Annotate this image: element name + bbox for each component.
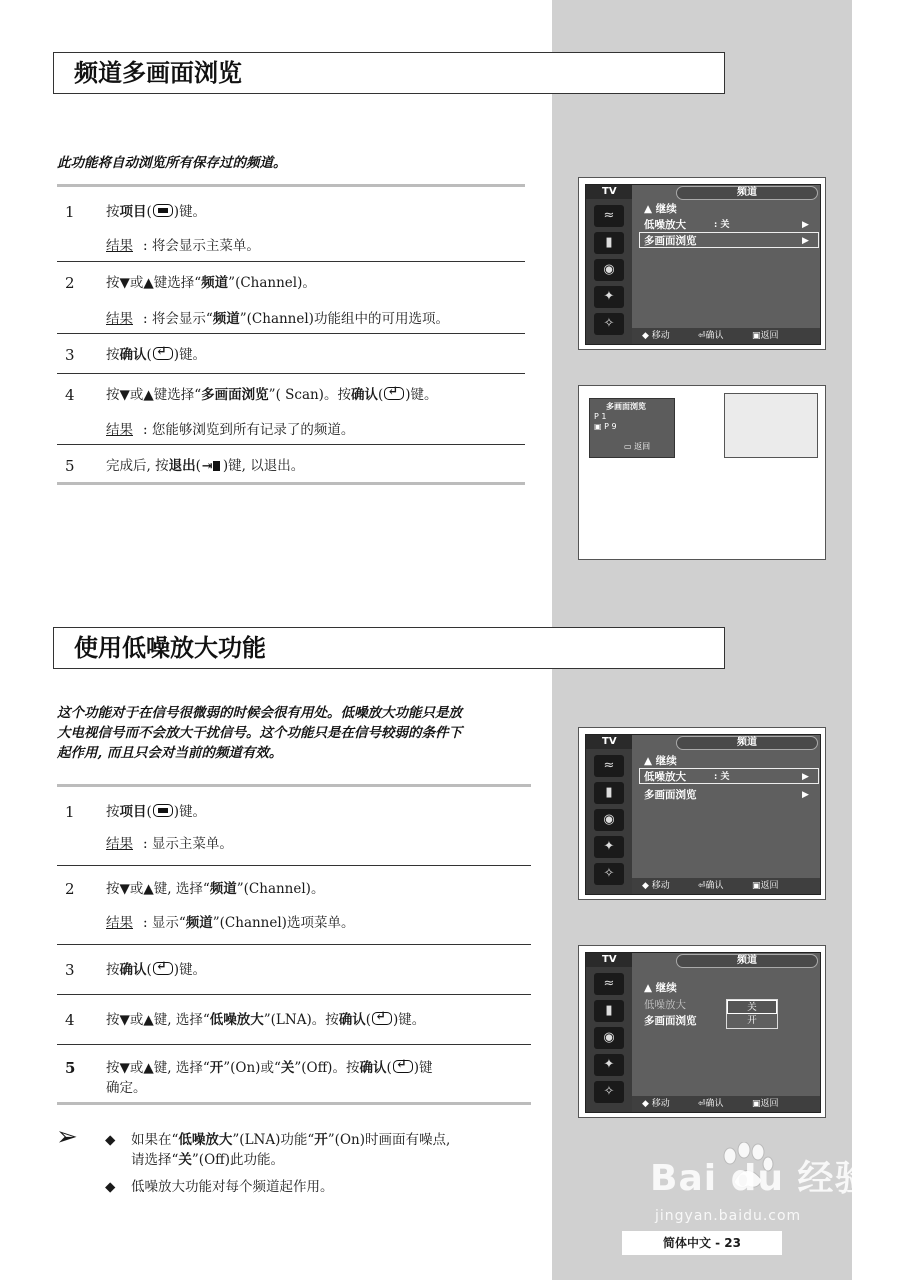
step-number: 4 <box>65 386 75 404</box>
menu-item-lna[interactable]: 低噪放大 : 关 ▶ <box>644 219 809 231</box>
antenna-icon: ≈ <box>594 755 624 777</box>
divider <box>57 261 525 262</box>
step-number: 3 <box>65 961 75 979</box>
menu-title: 频道 <box>676 954 818 968</box>
footer-enter: ⏎ 确认 <box>698 881 724 891</box>
antenna-icon: ≈ <box>594 205 624 227</box>
enter-key-icon <box>372 1012 392 1025</box>
osd-screenshot-1 <box>578 177 826 350</box>
step-text: 完成后, 按退出(⇥ )键, 以退出。 <box>106 456 304 476</box>
bullet-icon: ◆ <box>105 1132 116 1148</box>
scan-screenshot <box>578 385 826 560</box>
picture-icon: ▮ <box>594 782 624 804</box>
step-1-result: 结果 : 显示主菜单。 <box>106 836 233 852</box>
tv-label: TV <box>586 953 632 967</box>
step-number: 5 <box>65 1059 76 1077</box>
pip-window <box>724 393 818 458</box>
step-number: 1 <box>65 203 75 221</box>
tv-label: TV <box>586 185 632 199</box>
mini-osd-return: ▭ 返回 <box>624 442 651 451</box>
step-text: 按▼或▲键选择“多画面浏览”( Scan)。按确认(↵ )键。 <box>106 385 438 405</box>
step-number: 3 <box>65 346 75 364</box>
menu-title: 频道 <box>676 186 818 200</box>
divider <box>57 184 525 187</box>
osd-screenshot-3 <box>578 945 826 1118</box>
divider <box>57 444 525 445</box>
step-text: 按项目( )键。 <box>106 804 207 820</box>
menu-item-scan[interactable]: 多画面浏览 <box>644 1015 697 1027</box>
section2-intro-line: 起作用, 而且只会对当前的频道有效。 <box>57 745 283 761</box>
lna-options-popup <box>726 999 778 1029</box>
page-number: 简体中文 - 23 <box>622 1231 782 1255</box>
enter-key-icon <box>153 347 173 360</box>
footer-enter: ⏎ 确认 <box>698 331 724 341</box>
enter-key-icon <box>393 1060 413 1073</box>
menu-item-scan[interactable]: 多画面浏览 ▶ <box>644 789 809 801</box>
divider <box>57 1044 531 1045</box>
menu-title: 频道 <box>676 736 818 750</box>
step-text: 按确认(↵ )键。 <box>106 960 206 980</box>
exit-key-icon <box>202 460 222 471</box>
menu-icon-column <box>586 199 632 345</box>
sound-icon: ◉ <box>594 259 624 281</box>
menu-item-lna[interactable]: 低噪放大 : 关 ▶ <box>644 771 809 783</box>
step-number: 1 <box>65 803 75 821</box>
mini-osd <box>589 398 675 458</box>
setup-icon: ✦ <box>594 286 624 308</box>
tv-menu <box>585 734 821 895</box>
sound-icon: ◉ <box>594 809 624 831</box>
mini-osd-channel: ▣ P 9 <box>594 422 617 431</box>
function-icon: ✧ <box>594 313 624 335</box>
footer-move: ◆ 移动 <box>642 881 670 891</box>
divider <box>57 865 531 866</box>
section1-intro: 此功能将自动浏览所有保存过的频道。 <box>57 155 287 171</box>
note-arrow-icon: ➢ <box>56 1122 78 1152</box>
mini-osd-channel: P 1 <box>594 412 607 421</box>
menu-item-continue[interactable]: ▲ 继续 <box>644 203 677 215</box>
menu-footer <box>632 1096 821 1112</box>
tv-menu <box>585 184 821 345</box>
menu-icon-column <box>586 967 632 1113</box>
step-number: 4 <box>65 1011 75 1029</box>
step-number: 2 <box>65 274 75 292</box>
note-text: 低噪放大功能对每个频道起作用。 <box>131 1179 334 1195</box>
footer-move: ◆ 移动 <box>642 1099 670 1109</box>
step-text: 按项目( )键。 <box>106 204 207 220</box>
footer-move: ◆ 移动 <box>642 331 670 341</box>
divider <box>57 333 525 334</box>
step-text: 按▼或▲键, 选择“频道”(Channel)。 <box>106 881 325 897</box>
sound-icon: ◉ <box>594 1027 624 1049</box>
menu-item-lna[interactable]: 低噪放大 <box>644 999 686 1011</box>
step-number: 2 <box>65 880 75 898</box>
menu-icon-column <box>586 749 632 895</box>
step-text: 按▼或▲键, 选择“开”(On)或“关”(Off)。按确认(↵ )键 <box>106 1058 433 1078</box>
divider <box>57 784 531 787</box>
step-2-result: 结果 : 显示“频道”(Channel)选项菜单。 <box>106 915 355 931</box>
footer-return: ▣ 返回 <box>752 881 779 891</box>
section2-intro-line: 大电视信号而不会放大干扰信号。这个功能只是在信号较弱的条件下 <box>57 725 462 741</box>
divider <box>57 482 525 485</box>
menu-item-scan[interactable]: 多画面浏览 ▶ <box>644 235 809 247</box>
osd-screenshot-2 <box>578 727 826 900</box>
setup-icon: ✦ <box>594 836 624 858</box>
watermark-url: jingyan.baidu.com <box>655 1208 802 1224</box>
footer-return: ▣ 返回 <box>752 331 779 341</box>
step-5-line2: 确定。 <box>106 1080 147 1096</box>
watermark-brand: Bai du 经验 <box>650 1158 872 1199</box>
menu-key-icon <box>153 804 173 817</box>
picture-icon: ▮ <box>594 1000 624 1022</box>
menu-item-continue[interactable]: ▲ 继续 <box>644 755 677 767</box>
divider <box>57 944 531 945</box>
step-text: 按▼或▲键, 选择“低噪放大”(LNA)。按确认(↵ )键。 <box>106 1010 425 1030</box>
step-1-result: 结果 : 将会显示主菜单。 <box>106 238 260 254</box>
picture-icon: ▮ <box>594 232 624 254</box>
step-number: 5 <box>65 457 75 475</box>
menu-item-continue[interactable]: ▲ 继续 <box>644 982 677 994</box>
option-on[interactable]: 开 <box>747 1015 757 1026</box>
section2-intro-line: 这个功能对于在信号很微弱的时候会很有用处。低噪放大功能只是放 <box>57 705 462 721</box>
menu-footer <box>632 878 821 894</box>
enter-key-icon <box>384 387 404 400</box>
mini-osd-title: 多画面浏览 <box>606 401 646 411</box>
tv-menu <box>585 952 821 1113</box>
menu-key-icon <box>153 204 173 217</box>
footer-return: ▣ 返回 <box>752 1099 779 1109</box>
step-2-result: 结果 : 将会显示“频道”(Channel)功能组中的可用选项。 <box>106 311 449 327</box>
enter-key-icon <box>153 962 173 975</box>
step-text: 按▼或▲键选择“频道”(Channel)。 <box>106 275 316 291</box>
menu-footer <box>632 328 821 344</box>
footer-enter: ⏎ 确认 <box>698 1099 724 1109</box>
divider <box>57 1102 531 1105</box>
section1-title: 频道多画面浏览 <box>53 52 725 94</box>
function-icon: ✧ <box>594 863 624 885</box>
bullet-icon: ◆ <box>105 1179 116 1195</box>
note-text: 如果在“低噪放大”(LNA)功能“开”(On)时画面有噪点, <box>131 1132 451 1148</box>
note-text: 请选择“关”(Off)此功能。 <box>131 1152 285 1168</box>
divider <box>57 373 525 374</box>
step-text: 按确认(↵ )键。 <box>106 345 206 365</box>
option-off[interactable]: 关 <box>727 1000 777 1014</box>
step-4-result: 结果 : 您能够浏览到所有记录了的频道。 <box>106 422 355 438</box>
tv-label: TV <box>586 735 632 749</box>
function-icon: ✧ <box>594 1081 624 1103</box>
setup-icon: ✦ <box>594 1054 624 1076</box>
antenna-icon: ≈ <box>594 973 624 995</box>
divider <box>57 994 531 995</box>
section2-title: 使用低噪放大功能 <box>53 627 725 669</box>
